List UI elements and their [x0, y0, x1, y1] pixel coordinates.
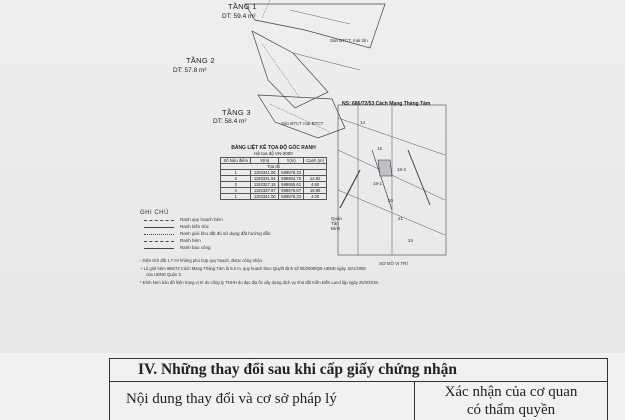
- note-line: - Diện tích đất 1.7 m² không phù hợp quy hoạch, được công nhận.: [140, 258, 264, 263]
- legend-title: GHI CHÚ: [140, 210, 169, 216]
- legend-line-1: [144, 220, 174, 221]
- legend-item: Ranh hẻm: [180, 238, 201, 243]
- lot-label: 24: [408, 238, 414, 243]
- col-edge: Cạnh (m): [304, 158, 327, 164]
- lot-label: 14: [360, 120, 366, 125]
- section-title: IV. Những thay đổi sau khi cấp giấy chứng nhận: [109, 358, 608, 382]
- site-map-title: NS: 686/72/53 Cách Mạng Tháng Tám: [342, 101, 431, 107]
- note-line: + Lộ giới hẻm 686/72 Cách Mạng Tháng Tám là 6.0 m, quy hoạch theo Quyết định số 05/2008/QĐ-UBND ngày 18/1/2008: [140, 266, 366, 271]
- table-row: 3 1193327.15 599865.61 4.60: [221, 182, 327, 188]
- legend-item: Ranh giới khu đất đủ sử dụng đất hướng dẫn: [180, 231, 271, 236]
- col-x: X(m): [251, 158, 279, 164]
- col-group: Tọa độ: [221, 164, 327, 170]
- district-label: Quận Tân Bình: [331, 216, 343, 231]
- col-y: Y(m): [278, 158, 303, 164]
- coordinate-system: Hệ tọa độ VN-2000: [254, 151, 293, 156]
- table-row: 1 1193341.06 599876.33: [221, 170, 327, 176]
- floor-3-label: TẦNG 3: [222, 108, 251, 117]
- legend-item: Ranh bao công: [180, 245, 211, 250]
- site-map-caption: SƠ ĐỒ VỊ TRÍ: [379, 261, 408, 266]
- lot-label: 21: [398, 216, 404, 221]
- coordinate-table: [220, 145, 327, 200]
- legend-line-2: [144, 227, 174, 228]
- legend-line-5: [144, 248, 174, 249]
- legend-item: Ranh kiến trúc: [180, 224, 210, 229]
- roof-note-3: Sàn BTCT mái BTCT: [281, 121, 324, 126]
- coordinate-table-title: BẢNG LIỆT KÊ TỌA ĐỘ GÓC RANH: [231, 145, 316, 151]
- lot-label: 18-2: [397, 167, 407, 172]
- floor-1-label: TẦNG 1: [228, 2, 257, 11]
- table-row: 2 1193331.64 599864.76 14.92: [221, 176, 327, 182]
- authority-header-line-2: có thẩm quyền: [466, 402, 556, 418]
- lot-label: 15: [377, 146, 383, 151]
- table-row: 4 1193337.97 599876.87 15.90: [221, 188, 327, 194]
- note-line: của UBND Quận 3.: [146, 272, 182, 277]
- col-point: Số hiệu điểm: [221, 158, 251, 164]
- roof-note-1: Sàn BTCT, mái tôn: [330, 38, 368, 43]
- legend-line-3: [144, 234, 174, 235]
- floor-2-label: TẦNG 2: [186, 56, 215, 65]
- authority-header-line-1: Xác nhận của cơ quan: [444, 384, 578, 400]
- floor-2-area: DT: 57.8 m²: [173, 67, 207, 74]
- legend-line-4: [144, 241, 174, 242]
- floor-3-area: DT: 58.4 m²: [213, 118, 247, 125]
- table-row: 1 1193341.06 599876.33 4.00: [221, 194, 327, 200]
- lot-label: 18-1: [373, 181, 383, 186]
- legend-item: Ranh quy hoạch hẻm: [180, 217, 223, 222]
- changes-column-header: Nội dung thay đổi và cơ sở pháp lý: [109, 381, 415, 420]
- note-line: * Đính kèm bản đồ hiện trạng vị trí do công ty TNHH do đạc địa ốc xây dựng dịch vụ nhà đất Kiến Điền Land lập ngày 25/3/2019.: [140, 280, 379, 285]
- site-map: [338, 105, 446, 255]
- lot-label: 20: [388, 198, 394, 203]
- floor-1-area: DT: 59.4 m²: [222, 13, 256, 20]
- authority-column-header: [415, 381, 608, 420]
